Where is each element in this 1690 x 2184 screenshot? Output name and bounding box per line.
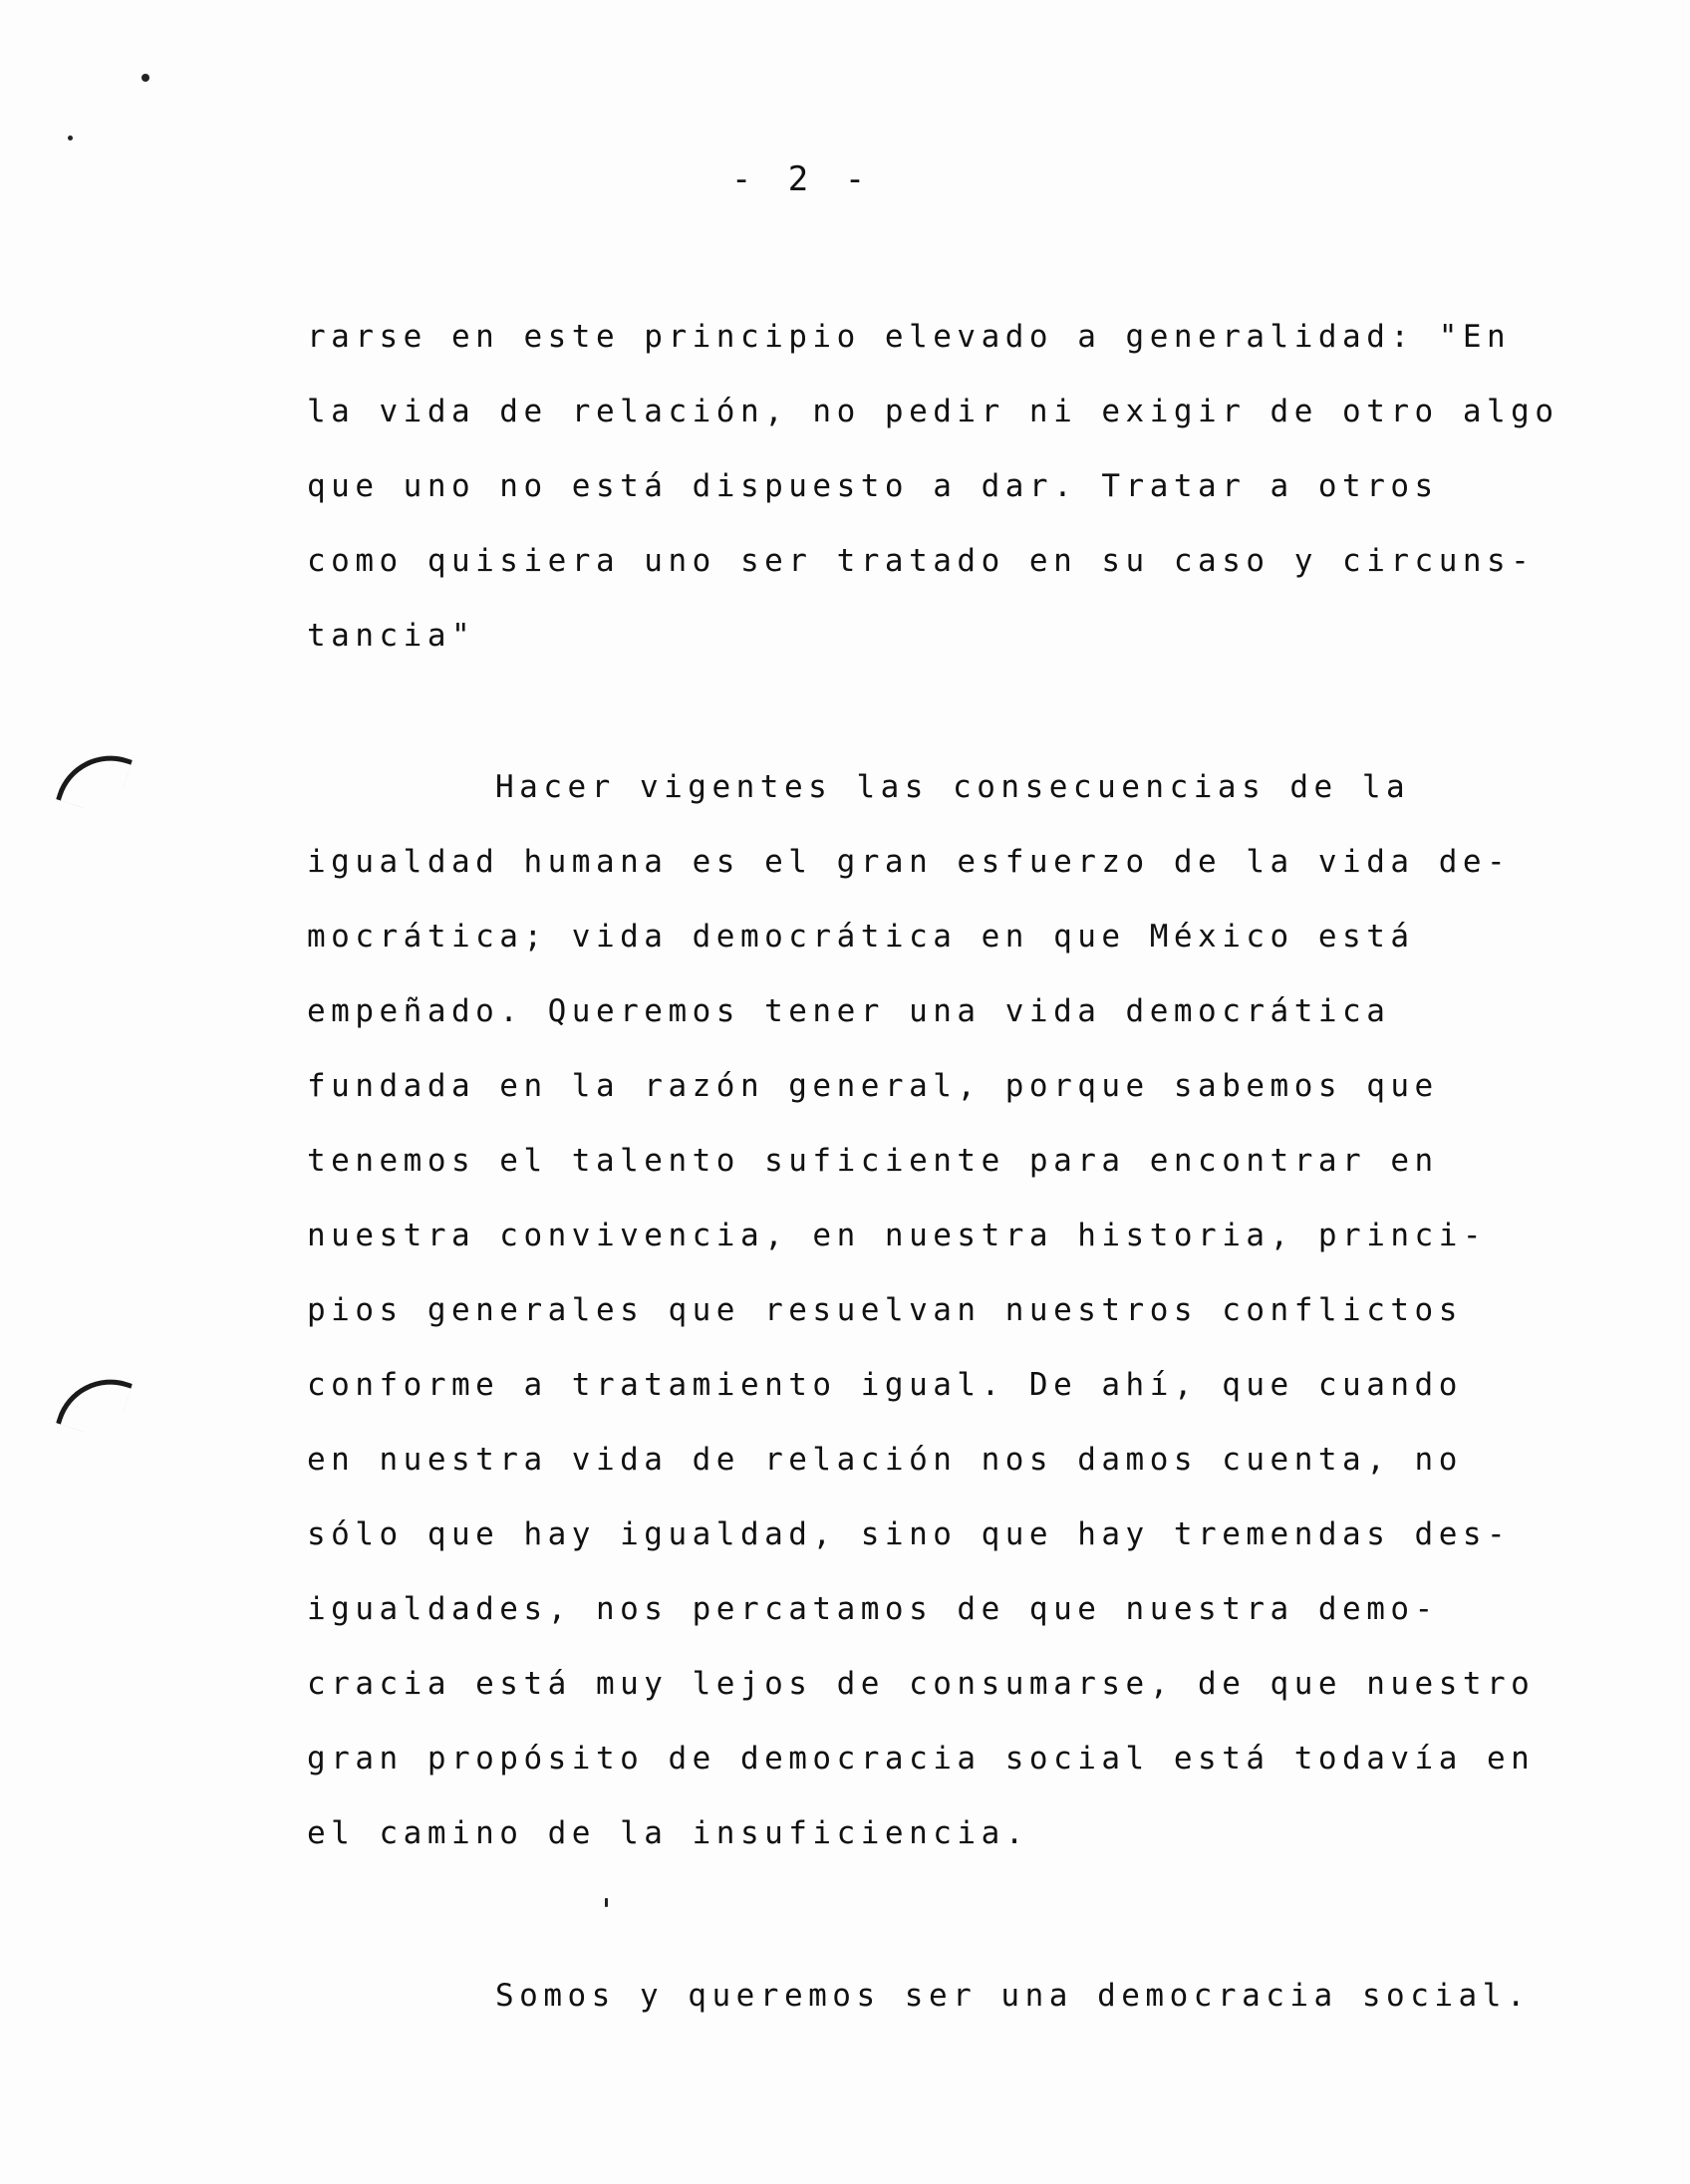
text-line: conforme a tratamiento igual. De ahí, que cuando bbox=[307, 1367, 1463, 1403]
text-line: sólo que hay igualdad, sino que hay tremendas des- bbox=[307, 1516, 1512, 1552]
text-line: como quisiera uno ser tratado en su caso y circuns- bbox=[307, 543, 1536, 579]
text-line: cracia está muy lejos de consumarse, de que nuestro bbox=[307, 1666, 1536, 1702]
text-line: tancia" bbox=[307, 618, 476, 654]
text-line: igualdad humana es el gran esfuerzo de la vida de- bbox=[307, 844, 1512, 880]
text-line: Somos y queremos ser una democracia social. bbox=[495, 1978, 1532, 2014]
text-line: mocrática; vida democrática en que México está bbox=[307, 919, 1415, 955]
scan-speck bbox=[68, 136, 73, 140]
text-line: fundada en la razón general, porque sabemos que bbox=[307, 1068, 1439, 1104]
text-line: que uno no está dispuesto a dar. Tratar a otros bbox=[307, 468, 1439, 504]
text-line: empeñado. Queremos tener una vida democrática bbox=[307, 993, 1391, 1029]
text-line: tenemos el talento suficiente para encontrar en bbox=[307, 1143, 1439, 1179]
text-line: nuestra convivencia, en nuestra historia, princi- bbox=[307, 1218, 1488, 1253]
text-line: pios generales que resuelvan nuestros conflictos bbox=[307, 1292, 1463, 1328]
text-line: la vida de relación, no pedir ni exigir de otro algo bbox=[307, 394, 1559, 429]
binder-hole-mark bbox=[56, 741, 133, 818]
text-line: en nuestra vida de relación nos damos cuenta, no bbox=[307, 1442, 1463, 1478]
text-line: Hacer vigentes las consecuencias de la bbox=[495, 769, 1411, 805]
scan-speck bbox=[141, 74, 149, 82]
page-number: - 2 - bbox=[730, 159, 874, 199]
binder-hole-mark bbox=[56, 1365, 133, 1442]
text-line: rarse en este principio elevado a generalidad: "En bbox=[307, 319, 1512, 355]
scan-speck bbox=[605, 1898, 608, 1907]
text-line: gran propósito de democracia social está todavía en bbox=[307, 1741, 1536, 1776]
text-line: igualdades, nos percatamos de que nuestra demo- bbox=[307, 1591, 1439, 1627]
text-line: el camino de la insuficiencia. bbox=[307, 1815, 1029, 1851]
